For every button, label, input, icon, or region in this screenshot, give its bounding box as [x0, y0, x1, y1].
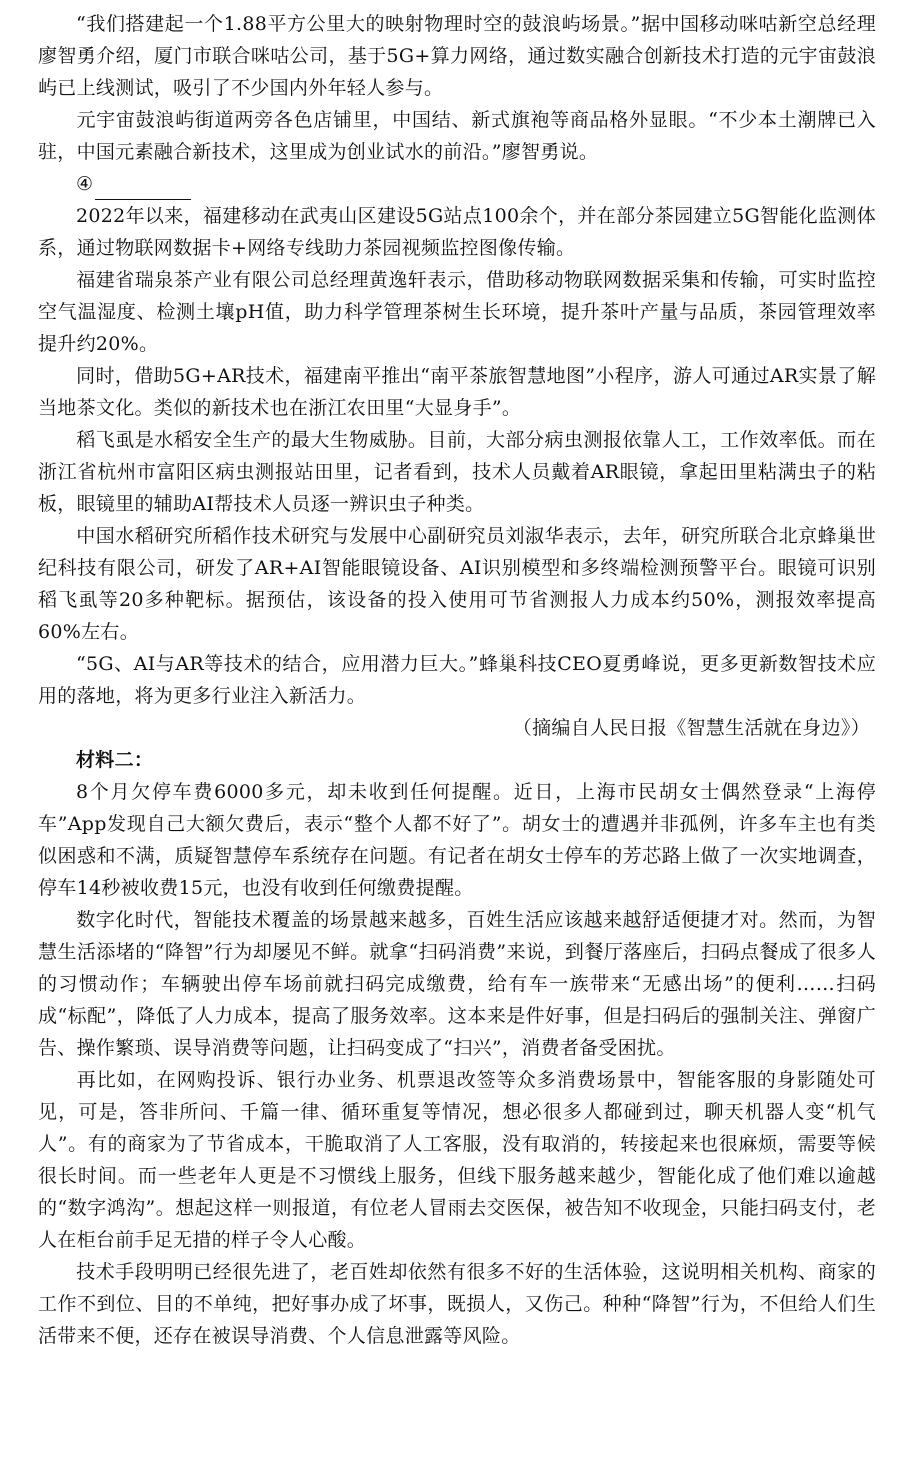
material-two-title: 材料二：	[76, 749, 154, 771]
paragraph-text: 同时，借助5G+AR技术，福建南平推出“南平茶旅智慧地图”小程序，游人可通过AR实景了解当地茶文化。类似的新技术也在浙江农田里“大显身手”。	[38, 365, 876, 419]
source-citation: （摘编自人民日报《智慧生活就在身边》）	[512, 717, 870, 739]
paragraph-text: 再比如，在网购投诉、银行办业务、机票退改签等众多消费场景中，智能客服的身影随处可见，可是，答非所问、千篇一律、循环重复等情况，想必很多人都碰到过，聊天机器人变“机气人”。有的商家为了节省成本，干脆取消了人工客服，没有取消的，转接起来也很麻烦，需要等候很长时间。而一些老年人更是不习惯线上服务，但线下服务越来越少，智能化成了他们难以逾越的“数字鸿沟”。想起这样一则报道，有位老人冒雨去交医保，被告知不收现金，只能扫码支付，老人在柜台前手足无措的样子令人心酸。	[38, 1069, 876, 1251]
paragraph-scan-code	[38, 904, 876, 1064]
paragraph-text: 稻飞虱是水稻安全生产的最大生物威胁。目前，大部分病虫测报依靠人工，工作效率低。而在浙江省杭州市富阳区病虫测报站田里，记者看到，技术人员戴着AR眼镜，拿起田里粘满虫子的粘板，眼镜里的辅助AI帮技术人员逐一辨识虫子种类。	[38, 429, 876, 515]
paragraph-text: 技术手段明明已经很先进了，老百姓却依然有很多不好的生活体验，这说明相关机构、商家的工作不到位、目的不单纯，把好事办成了坏事，既损人，又伤己。种种“降智”行为，不但给人们生活带来不便，还存在被误导消费、个人信息泄露等风险。	[38, 1261, 876, 1347]
heading-marker: ④	[76, 173, 94, 195]
paragraph-smart-service	[38, 1064, 876, 1256]
paragraph-metaverse-gulangyu	[38, 8, 876, 104]
paragraph-text: 8个月欠停车费6000多元，却未收到任何提醒。近日，上海市民胡女士偶然登录“上海停车”App发现自己大额欠费后，表示“整个人都不好了”。胡女士的遭遇并非孤例，许多车主也有类似困惑和不满，质疑智慧停车系统存在问题。有记者在胡女士停车的芳芯路上做了一次实地调查，停车14秒被收费15元，也没有收到任何缴费提醒。	[38, 781, 876, 899]
paragraph-nanping-ar	[38, 360, 876, 424]
paragraph-parking-fee	[38, 776, 876, 904]
paragraph-text: 数字化时代，智能技术覆盖的场景越来越多，百姓生活应该越来越舒适便捷才对。然而，为智慧生活添堵的“降智”行为却屡见不鲜。就拿“扫码消费”来说，到餐厅落座后，扫码点餐成了很多人的习惯动作；车辆驶出停车场前就扫码完成缴费，给有车一族带来“无感出场”的便利……扫码成“标配”，降低了人力成本，提高了服务效率。这本来是件好事，但是扫码后的强制关注、弹窗广告、操作繁琐、误导消费等问题，让扫码变成了“扫兴”，消费者备受困扰。	[38, 909, 876, 1059]
paragraph-text: 2022年以来，福建移动在武夷山区建设5G站点100余个，并在部分茶园建立5G智能化监测体系，通过物联网数据卡+网络专线助力茶园视频监控图像传输。	[38, 205, 876, 259]
paragraph-tea-company	[38, 264, 876, 360]
paragraph-fujian-5g	[38, 200, 876, 264]
paragraph-text: 中国水稻研究所稻作技术研究与发展中心副研究员刘淑华表示，去年，研究所联合北京蜂巢世纪科技有限公司，研发了AR+AI智能眼镜设备、AI识别模型和多终端检测预警平台。眼镜可识别稻飞虱等20多种靶标。据预估，该设备的投入使用可节省测报人力成本约50%，测报效率提高60%左右。	[38, 525, 876, 643]
paragraph-rice-institute	[38, 520, 876, 648]
paragraph-text: “5G、AI与AR等技术的结合，应用潜力巨大。”蜂巢科技CEO夏勇峰说，更多更新数智技术应用的落地，将为更多行业注入新活力。	[38, 653, 876, 707]
paragraph-rice-planthopper	[38, 424, 876, 520]
fill-in-blank-line	[95, 175, 191, 200]
paragraph-ceo-quote	[38, 648, 876, 712]
subheading-blank-4	[76, 168, 876, 200]
paragraph-conclusion	[38, 1256, 876, 1352]
paragraph-text: 元宇宙鼓浪屿街道两旁各色店铺里，中国结、新式旗袍等商品格外显眼。“不少本土潮牌已入驻，中国元素融合新技术，这里成为创业试水的前沿。”廖智勇说。	[38, 109, 876, 163]
paragraph-metaverse-shops	[38, 104, 876, 168]
paragraph-text: 福建省瑞泉茶产业有限公司总经理黄逸轩表示，借助移动物联网数据采集和传输，可实时监控空气温湿度、检测土壤pH值，助力科学管理茶树生长环境，提升茶叶产量与品质，茶园管理效率提升约20%。	[38, 269, 876, 355]
paragraph-text: “我们搭建起一个1.88平方公里大的映射物理时空的鼓浪屿场景。”据中国移动咪咕新空总经理廖智勇介绍，厦门市联合咪咕公司，基于5G+算力网络，通过数实融合创新技术打造的元宇宙鼓浪屿已上线测试，吸引了不少国内外年轻人参与。	[38, 13, 876, 99]
